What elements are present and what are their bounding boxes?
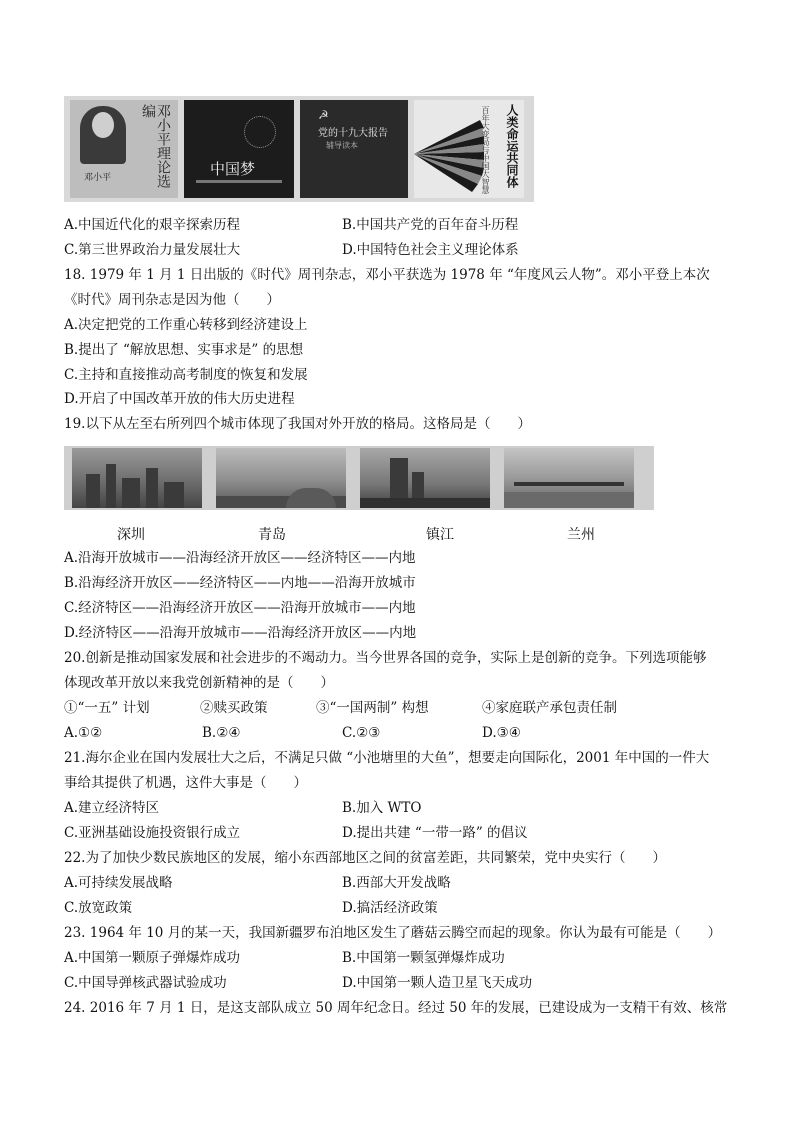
- q18-stem-line2: 《时代》周刊杂志是因为他（ ）: [64, 292, 280, 308]
- q18-option-d: D.开启了中国改革开放的伟大历史进程: [64, 391, 295, 407]
- q18-option-a: A.决定把党的工作重心转移到经济建设上: [64, 317, 308, 333]
- city-label-lanzhou: 兰州: [567, 527, 595, 543]
- q21-option-d: D.提出共建 “一带一路” 的倡议: [342, 825, 528, 841]
- q17-option-d: D.中国特色社会主义理论体系: [342, 242, 519, 258]
- city-label-zhenjiang: 镇江: [426, 527, 454, 543]
- q22-option-d: D.搞活经济政策: [342, 900, 438, 916]
- q20-option-d: D.③④: [482, 725, 521, 741]
- q20-item-3: ③“一国两制” 构想: [316, 700, 429, 716]
- q20-stem-line1: 20.创新是推动国家发展和社会进步的不竭动力。当今世界各国的竞争，实际上是创新的竞争。下列选项能够: [64, 650, 707, 666]
- q21-option-a: A.建立经济特区: [64, 800, 160, 816]
- city-photo-qingdao: [216, 448, 346, 508]
- q20-option-c: C.②③: [342, 725, 381, 741]
- book-cover-china-dream: [184, 100, 294, 198]
- q18-option-c: C.主持和直接推动高考制度的恢复和发展: [64, 367, 308, 383]
- q23-option-a: A.中国第一颗原子弹爆炸成功: [64, 950, 241, 966]
- q20-option-a: A.①②: [64, 725, 103, 741]
- book-title: 中国梦: [210, 160, 256, 178]
- q23-option-d: D.中国第一颗人造卫星飞天成功: [342, 975, 533, 991]
- q17-book-covers-image: [64, 96, 534, 202]
- q23-stem: 23. 1964 年 10 月的某一天，我国新疆罗布泊地区发生了蘑菇云腾空而起的现象。你认为最有可能是（ ）: [64, 925, 722, 941]
- q23-option-b: B.中国第一颗氢弹爆炸成功: [342, 950, 505, 966]
- q20-option-b: B.②④: [202, 725, 241, 741]
- book-subtitle: 百年大变局与中国大智慧: [481, 106, 490, 194]
- q22-option-c: C.放宽政策: [64, 900, 133, 916]
- q23-option-c: C.中国导弹核武器试验成功: [64, 975, 227, 991]
- fan-graphic-icon: [414, 114, 484, 194]
- q20-item-4: ④家庭联产承包责任制: [482, 700, 617, 716]
- book-title: 邓小平理论选编: [140, 104, 171, 188]
- q22-stem: 22.为了加快少数民族地区的发展，缩小东西部地区之间的贫富差距，共同繁荣，党中央实行（ ）: [64, 850, 666, 866]
- q21-stem-line1: 21.海尔企业在国内发展壮大之后，不满足只做 “小池塘里的大鱼”，想要走向国际化，2001 年中国的一件大: [64, 750, 710, 766]
- book-title: 人类命运共同体: [505, 104, 519, 188]
- q19-option-a: A.沿海开放城市——沿海经济开放区——经济特区——内地: [64, 550, 416, 566]
- q19-option-b: B.沿海经济开放区——经济特区——内地——沿海开放城市: [64, 575, 416, 591]
- q21-option-b: B.加入 WTO: [342, 800, 422, 816]
- q24-stem-line1: 24. 2016 年 7 月 1 日，是这支部队成立 50 周年纪念日。经过 50 年的发展，已建设成为一支精干有效、核常: [64, 1000, 728, 1016]
- party-emblem-icon: ☭: [318, 108, 329, 122]
- book-author: 邓小平: [84, 173, 112, 183]
- q18-stem-line1: 18. 1979 年 1 月 1 日出版的《时代》周刊杂志，邓小平获选为 1978 年 “年度风云人物”。邓小平登上本次: [64, 267, 710, 283]
- q20-item-1: ①“一五” 计划: [64, 700, 150, 716]
- book-title: 党的十九大报告: [318, 128, 388, 139]
- q22-option-a: A.可持续发展战略: [64, 875, 173, 891]
- book-subtitle: 辅导读本: [326, 141, 358, 150]
- q22-option-b: B.西部大开发战略: [342, 875, 451, 891]
- book-cover-shared-future: [414, 100, 524, 198]
- city-label-shenzhen: 深圳: [117, 527, 145, 543]
- book-cover-deng-theory: [70, 100, 178, 198]
- q19-city-photos-image: [64, 446, 654, 510]
- q18-option-b: B.提出了 “解放思想、实事求是” 的思想: [64, 342, 304, 358]
- q19-option-d: D.经济特区——沿海开放城市——沿海经济开放区——内地: [64, 625, 417, 641]
- q19-stem: 19.以下从左至右所列四个城市体现了我国对外开放的格局。这格局是（ ）: [64, 416, 531, 432]
- city-photo-lanzhou: [504, 448, 634, 508]
- city-photo-zhenjiang: [360, 448, 490, 508]
- q20-item-2: ②赎买政策: [200, 700, 268, 716]
- book-cover-19th-congress: [300, 100, 408, 198]
- q17-option-b: B.中国共产党的百年奋斗历程: [342, 217, 519, 233]
- q17-option-c: C.第三世界政治力量发展壮大: [64, 242, 241, 258]
- city-label-qingdao: 青岛: [258, 527, 286, 543]
- city-photo-shenzhen: [72, 448, 202, 508]
- star-icon: [244, 116, 276, 148]
- q21-option-c: C.亚洲基础设施投资银行成立: [64, 825, 241, 841]
- q17-option-a: A.中国近代化的艰辛探索历程: [64, 217, 241, 233]
- q20-stem-line2: 体现改革开放以来我党创新精神的是（ ）: [64, 675, 334, 691]
- q19-option-c: C.经济特区——沿海经济开放区——沿海开放城市——内地: [64, 600, 416, 616]
- q21-stem-line2: 事给其提供了机遇，这件大事是（ ）: [64, 775, 307, 791]
